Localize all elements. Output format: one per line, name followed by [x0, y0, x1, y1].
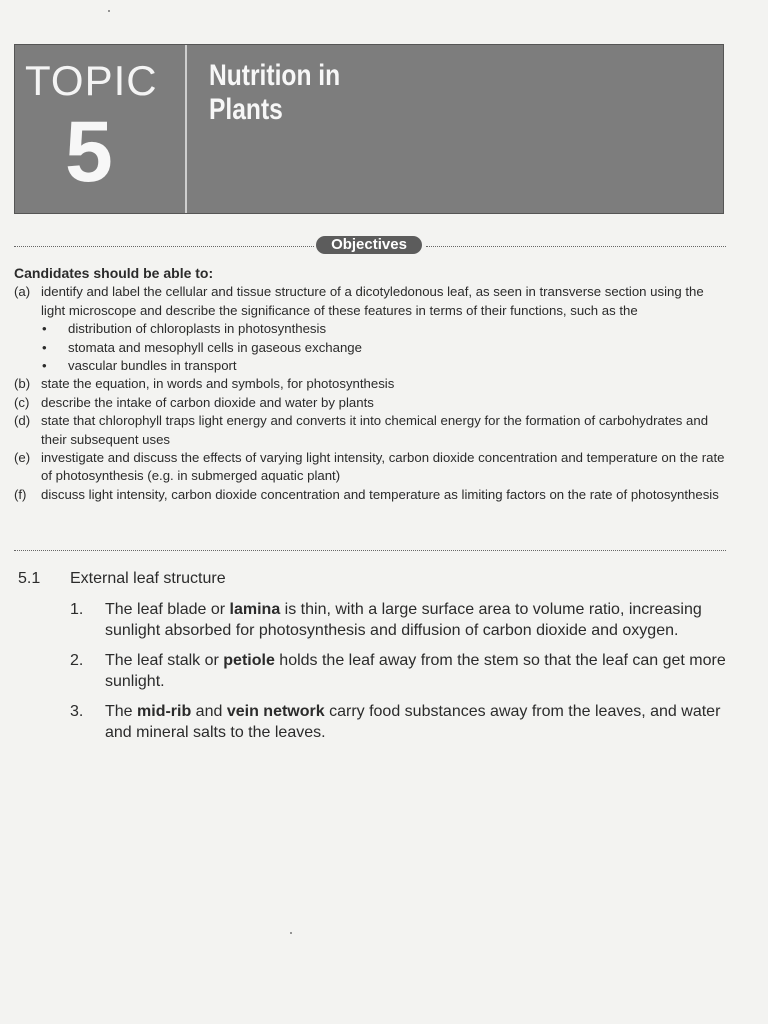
objective-text: discuss light intensity, carbon dioxide concentration and temperature as limiting factors on the rate of photosynthesis [41, 486, 719, 502]
scan-speck [108, 10, 110, 12]
point-number: 2. [70, 652, 84, 669]
section-title: External leaf structure [70, 570, 226, 587]
objectives-list [14, 264, 726, 504]
objective-item [14, 283, 726, 320]
divider-rule-right [426, 246, 726, 247]
point-text-before: The leaf stalk or [105, 652, 224, 669]
point-text-before: The [105, 703, 138, 720]
objective-bullets [14, 320, 726, 375]
point-text-after: holds the leaf away from the stem so that the leaf can get more sunlight. [105, 652, 726, 690]
topic-number: 5 [65, 104, 113, 200]
point-text-after: carry food substances away from the leaves, and water and mineral salts to the leaves. [105, 703, 721, 741]
objective-text: describe the intake of carbon dioxide and water by plants [41, 394, 374, 410]
topic-title [209, 59, 340, 127]
divider-rule-left [14, 246, 314, 247]
objective-item [14, 394, 726, 412]
point-keyword: lamina [229, 601, 281, 618]
point-text-before: The leaf blade or [105, 601, 230, 618]
objective-text: state the equation, in words and symbols, for photosynthesis [41, 376, 395, 392]
objective-label: (c) [14, 394, 30, 410]
objectives-divider [14, 236, 726, 256]
objective-label: (d) [14, 413, 31, 429]
objective-label: (a) [14, 284, 31, 300]
numbered-points [70, 600, 730, 753]
objective-item [14, 486, 726, 504]
objective-text: investigate and discuss the effects of varying light intensity, carbon dioxide concentration and temperature on the rate of photosynthesis (e.g. in submerged aquatic plant) [41, 450, 725, 484]
topic-title-line2: Plants [209, 93, 283, 126]
scan-speck [290, 932, 292, 934]
objective-item [14, 375, 726, 393]
objective-label: (e) [14, 450, 31, 466]
point-keyword: vein network [226, 703, 325, 720]
point-item [70, 702, 730, 743]
point-number: 1. [70, 601, 84, 618]
point-keyword: mid-rib [137, 703, 192, 720]
point-text-after: is thin, with a large surface area to volume ratio, increasing sunlight absorbed for photosynthesis and diffusion of carbon dioxide and oxygen. [105, 601, 702, 639]
bullet-item: • distribution of chloroplasts in photosynthesis [14, 320, 726, 338]
point-item [70, 651, 730, 692]
topic-label-panel [15, 45, 187, 213]
topic-banner [14, 44, 724, 214]
objective-text: identify and label the cellular and tissue structure of a dicotyledonous leaf, as seen in transverse section using the light microscope and describe the significance of these features in terms of their functions, such as the [41, 284, 704, 318]
objective-label: (b) [14, 376, 31, 392]
topic-word: TOPIC [25, 57, 158, 104]
objectives-tag: Objectives [316, 236, 422, 254]
objective-item [14, 449, 726, 486]
section-number: 5.1 [18, 570, 41, 587]
topic-title-line1: Nutrition in [209, 59, 341, 92]
objectives-heading: Candidates should be able to: [14, 265, 214, 281]
objective-label: (f) [14, 486, 27, 502]
objective-text: state that chlorophyll traps light energy and converts it into chemical energy for the formation of carbohydrates and their subsequent uses [41, 413, 709, 447]
point-keyword: petiole [223, 652, 275, 669]
objective-item [14, 412, 726, 449]
point-text-middle: and [191, 703, 227, 720]
point-item [70, 600, 730, 641]
bullet-item: • stomata and mesophyll cells in gaseous exchange [14, 339, 726, 357]
point-number: 3. [70, 703, 84, 720]
section-divider [14, 550, 726, 551]
bullet-item: • vascular bundles in transport [14, 357, 726, 375]
